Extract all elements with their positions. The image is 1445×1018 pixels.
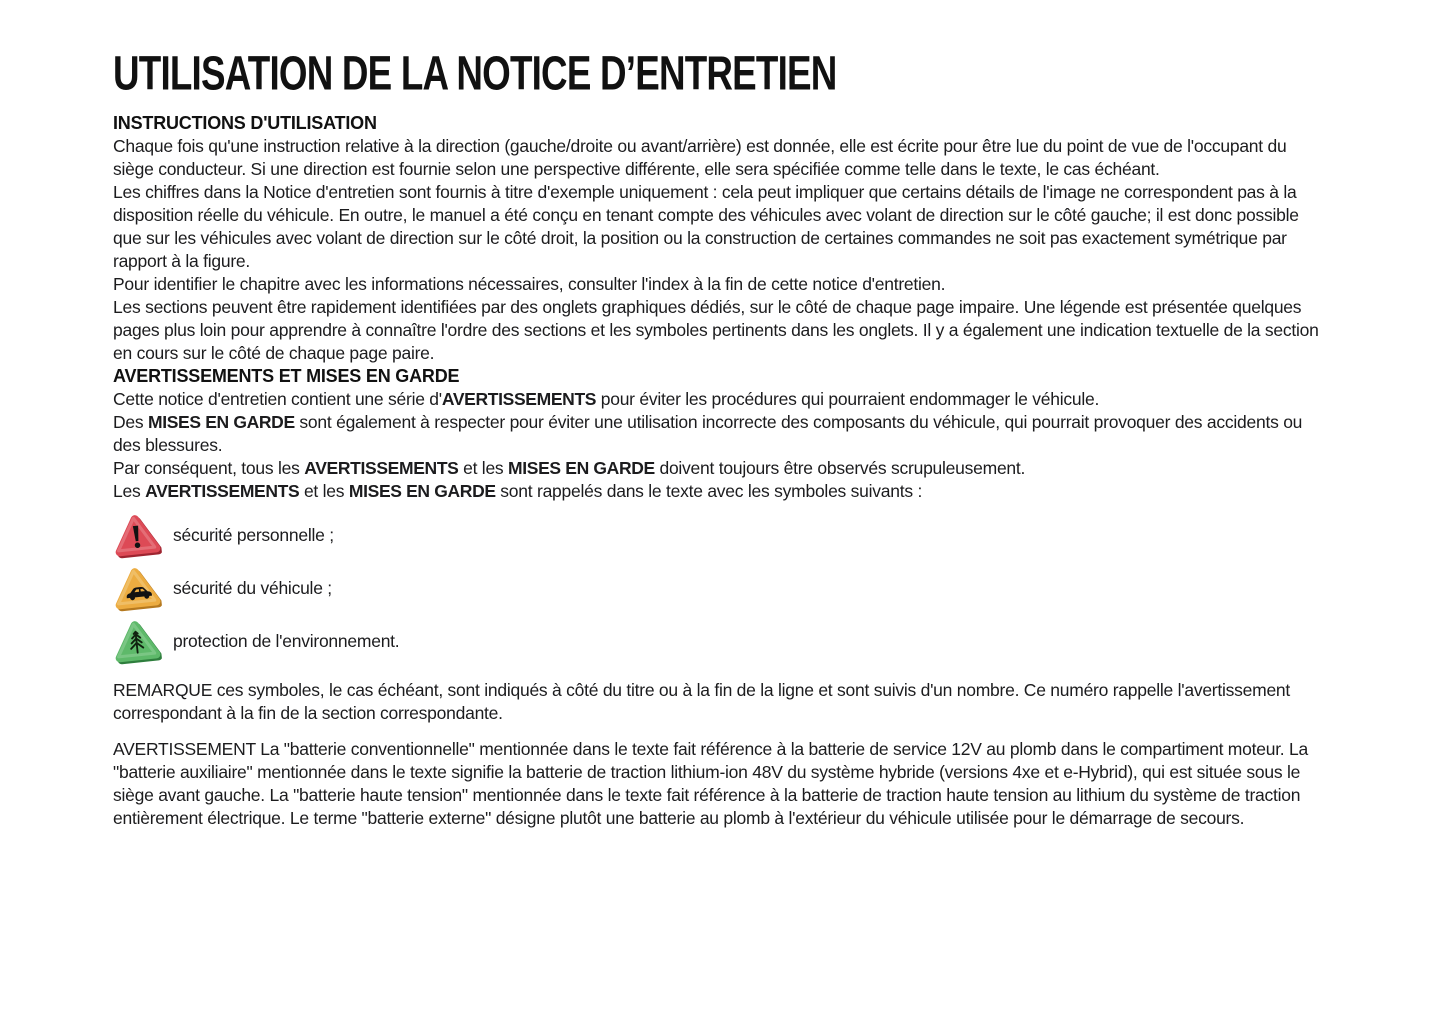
warnings-body <box>113 388 1323 503</box>
instructions-body <box>113 135 1323 365</box>
paragraph-remark: REMARQUE ces symboles, le cas échéant, sont indiqués à côté du titre ou à la fin de la ligne et sont suivis d'un nombre. Ce numéro rappelle l'avertissement correspondant à la fin de la section correspondante. <box>113 680 1291 723</box>
legend-item-vehicle-safety <box>113 564 1323 613</box>
legend-item-personal-safety <box>113 511 1323 560</box>
warning-symbols-legend <box>113 511 1323 666</box>
legend-item-environment <box>113 617 1323 666</box>
warnings-heading: AVERTISSEMENTS ET MISES EN GARDE <box>113 366 460 386</box>
paragraph-battery-warning: AVERTISSEMENT La "batterie conventionnelle" mentionnée dans le texte fait référence à la batterie de service 12V au plomb dans le compartiment moteur. La "batterie auxiliaire" mentionnée dans le texte signifie la batterie de traction lithium-ion 48V du système hybride (versions 4xe et e-Hybrid), qui est située sous le siège avant gauche. La "batterie haute tension" mentionnée dans le texte fait référence à la batterie de traction haute tension au lithium du système de traction entièrement électrique. Le terme "batterie externe" désigne plutôt une batterie au plomb à l'extérieur du véhicule utilisée pour le démarrage de secours. <box>113 739 1308 828</box>
page-title: UTILISATION DE LA NOTICE D’ENTRETIEN <box>113 45 837 101</box>
legend-label: sécurité du véhicule ; <box>173 578 332 598</box>
paragraph-direction-convention: Chaque fois qu'une instruction relative à la direction (gauche/droite ou avant/arrière) est donnée, elle est écrite pour être lue du point de vue de l'occupant du siège conducteur. Si une direction est fournie selon une perspective différente, elle sera spécifiée comme telle dans le texte, le cas échéant. <box>113 136 1287 179</box>
paragraph-section-tabs: Les sections peuvent être rapidement identifiées par des onglets graphiques dédiés, sur le côté de chaque page impaire. Une légende est présentée quelques pages plus loin pour apprendre à connaître l'ordre des sections et les symboles pertinents dans les onglets. Il y a également une indication textuelle de la section en cours sur le côté de chaque page paire. <box>113 297 1319 363</box>
legend-label: protection de l'environnement. <box>173 631 400 651</box>
legend-label: sécurité personnelle ; <box>173 525 334 545</box>
environment-protection-icon <box>113 619 160 664</box>
paragraph-avertissements: Cette notice d'entretien contient une série d'AVERTISSEMENTS pour éviter les procédures qui pourraient endommager le véhicule. <box>113 389 1100 409</box>
paragraph-figures-disclaimer: Les chiffres dans la Notice d'entretien sont fournis à titre d'exemple uniquement : cela peut impliquer que certains détails de l'image ne correspondent pas à la disposition réelle du véhicule. En outre, le manuel a été conçu en tenant compte des véhicules avec volant de direction sur le côté gauche; il est donc possible que sur les véhicules avec volant de direction sur le côté droit, la position ou la construction de certaines commandes ne soit pas exactement symétrique par rapport à la figure. <box>113 182 1299 271</box>
paragraph-mises-en-garde: Des MISES EN GARDE sont également à respecter pour éviter une utilisation incorrecte des composants du véhicule, qui pourrait provoquer des accidents ou des blessures. <box>113 412 1303 455</box>
vehicle-safety-warning-icon <box>113 566 160 611</box>
instructions-heading: INSTRUCTIONS D'UTILISATION <box>113 113 377 133</box>
personal-safety-warning-icon <box>113 513 160 558</box>
paragraph-index-reference: Pour identifier le chapitre avec les informations nécessaires, consulter l'index à la fin de cette notice d'entretien. <box>113 274 946 294</box>
paragraph-observe-warnings: Par conséquent, tous les AVERTISSEMENTS et les MISES EN GARDE doivent toujours être observés scrupuleusement. <box>113 458 1026 478</box>
paragraph-symbols-intro: Les AVERTISSEMENTS et les MISES EN GARDE sont rappelés dans le texte avec les symboles suivants : <box>113 481 923 501</box>
